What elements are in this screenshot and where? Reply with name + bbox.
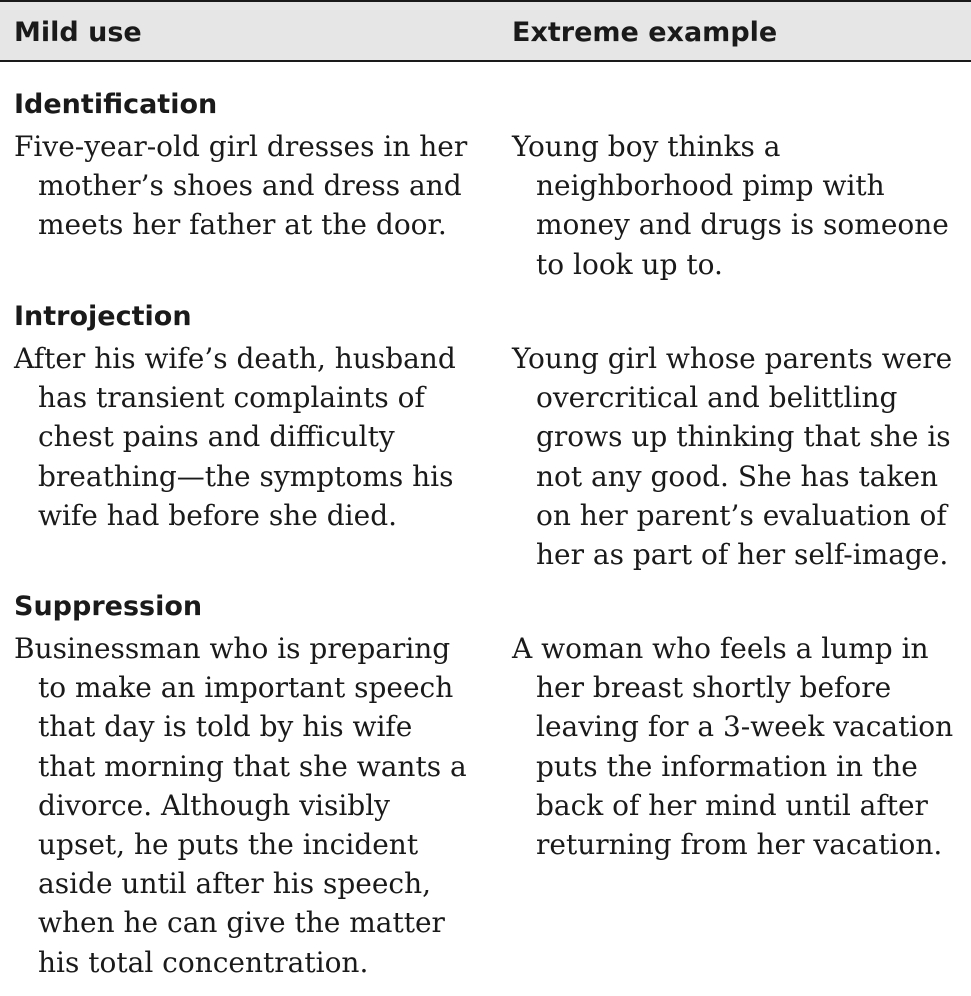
identification-extreme-cell: Young boy thinks a neighborhood pimp with money and drugs is someone to look up to. [512, 130, 949, 281]
suppression-extreme-cell: A woman who feels a lump in her breast shortly before leaving for a 3-week vacation puts the information in the back of her mind until after returning from her vacation. [512, 632, 954, 862]
introjection-extreme-cell: Young girl whose parents were overcritical and belittling grows up thinking that she is not any good. She has taken on her parent’s evaluation of her as part of her self-image. [512, 342, 953, 572]
section-title-introjection: Introjection [14, 301, 192, 332]
table-header-row [0, 0, 971, 62]
column-header-extreme-example: Extreme example [512, 17, 778, 48]
identification-mild-cell: Five-year-old girl dresses in her mother’s shoes and dress and meets her father at the door. [14, 130, 468, 242]
section-title-identification: Identification [14, 89, 218, 120]
introjection-mild-cell: After his wife’s death, husband has transient complaints of chest pains and difficulty breathing—the symptoms his wife had before she died. [14, 342, 456, 532]
column-header-mild-use: Mild use [14, 17, 142, 48]
section-title-suppression: Suppression [14, 591, 203, 622]
suppression-mild-cell: Businessman who is preparing to make an important speech that day is told by his wife that morning that she wants a divorce. Although visibly upset, he puts the incident aside until after his speech, when he can give the matter his total concentration. [14, 632, 467, 979]
